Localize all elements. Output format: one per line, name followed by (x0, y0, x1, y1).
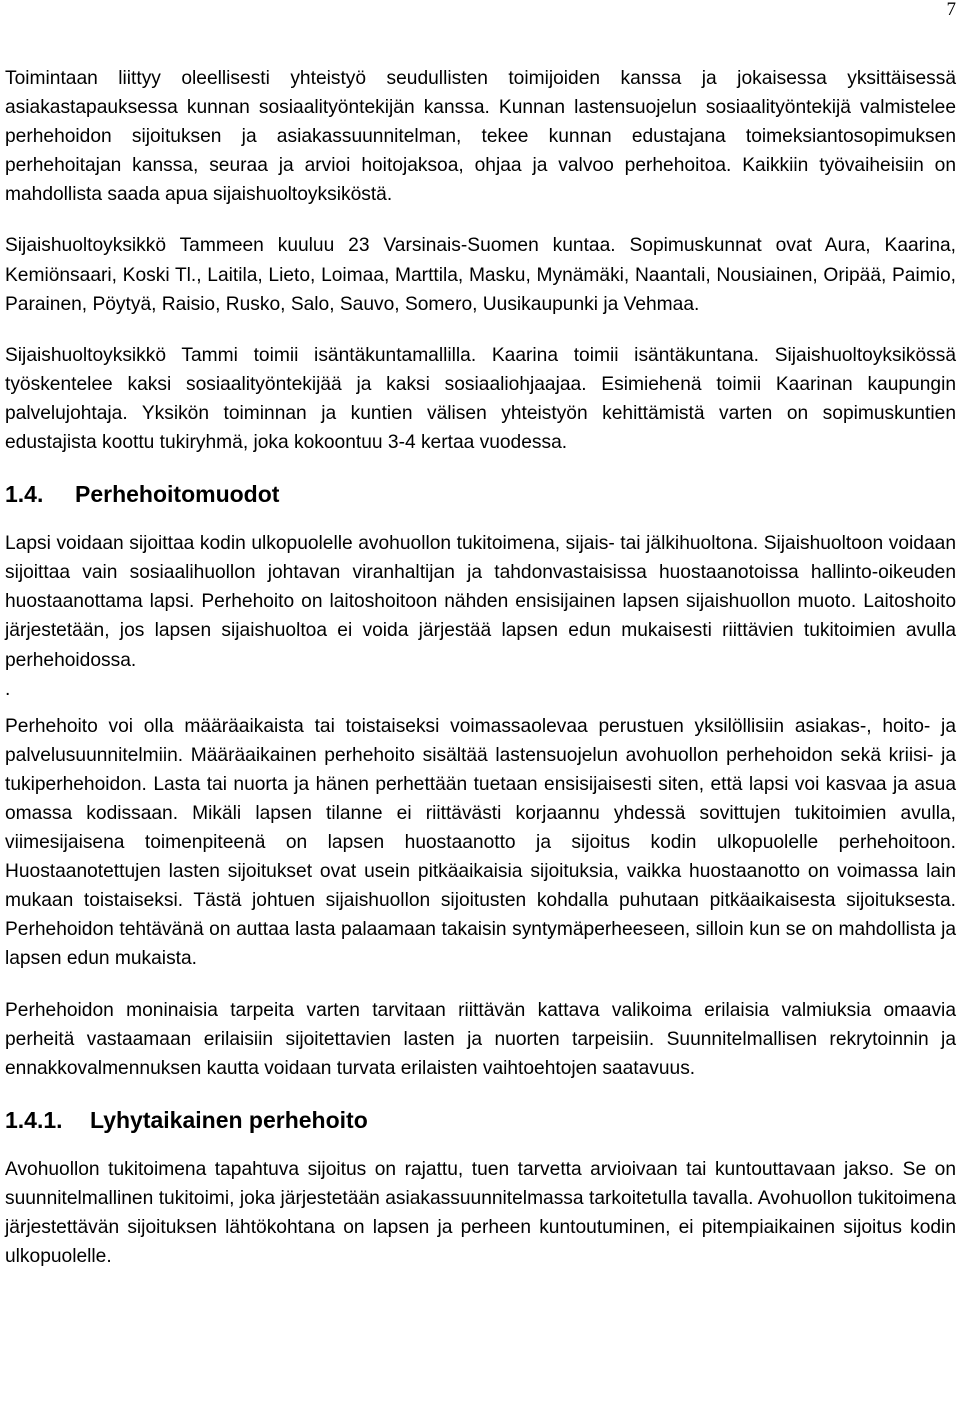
stray-dot: . (5, 678, 11, 700)
paragraph-fixed-term-care: Perhehoito voi olla määräaikaista tai toistaiseksi voimassaolevaa perustuen yksilöllisiin asiakas-, hoito- ja palvelusuunnitelmiin. Määräaikainen perhehoito sisältää lastensuojelun avohuollon perhehoidon sekä kriisi- ja tukiperhehoidon. Lasta tai nuorta ja hänen perhettään tuetaan ensisijaisesti siten, että lapsi voi kasvaa ja asua omassa kodissaan. Mikäli lapsen tilanne ei riittävästi korjaannu yhdessä sovittujen tukitoimien avulla, viimesijaisena toimenpiteenä on lapsen huostaanotto ja sijoitus kodin ulkopuolelle perhehoitoon. Huostaanotettujen lasten sijoitukset ovat usein pitkäaikaisia sijoituksia, vaikka huostaanotto on voimassa lain mukaan toistaiseksi. Tästä johtuen sijaishuollon sijoitusten kohdalla puhutaan pitkäaikaisesta sijoituksesta. Perhehoidon tehtävänä on auttaa lasta palaamaan takaisin syntymäperheeseen, silloin kun se on mahdollista ja lapsen edun mukaista. (5, 715, 956, 970)
section-title: Perhehoitomuodot (75, 481, 280, 508)
paragraph-open-care-placement: Avohuollon tukitoimena tapahtuva sijoitus on rajattu, tuen tarvetta arvioivaan tai kuntouttavaan jakso. Se on suunnitelmallinen tukitoimi, joka järjestetään asiakassuunnitelmassa tarkoitetulla tavalla. Avohuollon tukitoimena järjestettävän sijoituksen lähtökohtana on lapsen ja perheen kuntoutuminen, ei pitempiaikainen sijoitus kodin ulkopuolelle. (5, 1158, 956, 1268)
paragraph-host-municipality: Sijaishuoltoyksikkö Tammi toimii isäntäkuntamallilla. Kaarina toimii isäntäkuntana. Sijaishuoltoyksikössä työskentelee kaksi sosiaalityöntekijää ja kaksi sosiaaliohjaajaa. Esimiehenä toimii Kaarinan kaupungin palvelujohtaja. Yksikön toiminnan ja kuntien välisen yhteistyön kehittämistä varten on sopimuskuntien edustajista koottu tukiryhmä, joka kokoontuu 3-4 kertaa vuodessa. (5, 344, 956, 454)
subsection-heading-lyhytaikainen (5, 1105, 956, 1135)
paragraph-recruitment: Perhehoidon moninaisia tarpeita varten tarvitaan riittävän kattava valikoima erilaisia valmiuksia omaavia perheitä vastaamaan erilaisiin sijoitettavien lasten ja nuorten tarpeisiin. Suunnitelmallisen rekrytoinnin ja ennakkovalmennuksen kautta voidaan turvata erilaisten vaihtoehtojen saatavuus. (5, 999, 956, 1079)
page-number: 7 (946, 0, 956, 20)
subsection-number: 1.4.1. (5, 1106, 63, 1133)
section-heading-perhehoitomuodot (5, 479, 956, 509)
subsection-title: Lyhytaikainen perhehoito (90, 1106, 368, 1133)
page-content (5, 64, 956, 1271)
paragraph-member-municipalities: Sijaishuoltoyksikkö Tammeen kuuluu 23 Varsinais-Suomen kuntaa. Sopimuskunnat ovat Aura, Kaarina, Kemiönsaari, Koski Tl., Laitila, Lieto, Loimaa, Marttila, Masku, Mynämäki, Naantali, Nousiainen, Oripää, Paimio, Parainen, Pöytyä, Raisio, Rusko, Salo, Sauvo, Somero, Uusikaupunki ja Vehmaa. (5, 235, 956, 315)
paragraph-placement-forms: Lapsi voidaan sijoittaa kodin ulkopuolelle avohuollon tukitoimena, sijais- tai jälkihuoltona. Sijaishuoltoon voidaan sijoittaa vain sosiaalihuollon johtavan viranhaltijan ja tahdonvastaisissa huostaanotoissa hallinto-oikeuden huostaanottama lapsi. Perhehoito on laitoshoitoon nähden ensisijainen lapsen sijaishuollon muoto. Laitoshoito järjestetään, jos lapsen sijaishuoltoa ei voida järjestää lapsen edun mukaisesti riittävien tukitoimien avulla perhehoidossa. (5, 533, 956, 671)
paragraph-cooperation: Toimintaan liittyy oleellisesti yhteistyö seudullisten toimijoiden kanssa ja jokaisessa yksittäisessä asiakastapauksessa kunnan sosiaalityöntekijän kanssa. Kunnan lastensuojelun sosiaalityöntekijä valmistelee perhehoidon sijoituksen ja asiakassuunnitelman, tekee kunnan edustajana toimeksiantosopimuksen perhehoitajan kanssa, seuraa ja arvioi hoitojaksoa, ohjaa ja valvoo perhehoitoa. Kaikkiin työvaiheisiin on mahdollista saada apua sijaishuoltoyksiköstä. (5, 68, 956, 206)
section-number: 1.4. (5, 481, 44, 508)
